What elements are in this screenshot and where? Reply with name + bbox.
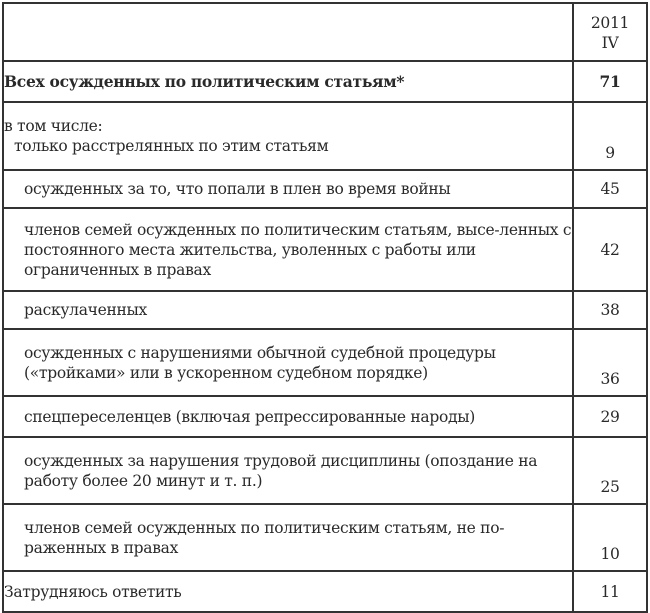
table-row-footer [3,571,647,612]
subgroup-cell [3,102,573,170]
header-period-cell [573,3,647,61]
row-label: членов семей осужденных по политическим статьям, не по-раженных в правах [3,504,573,571]
table-row [3,329,647,396]
table-row-subgroup [3,102,647,170]
row-label: осужденных за нарушения трудовой дисциплины (опоздание на работу более 20 минут и т. п.) [3,437,573,504]
subgroup-heading: в том числе: [4,117,103,135]
row-value: 11 [573,571,647,612]
table-header-row [3,3,647,61]
table-row-total [3,61,647,102]
table-row [3,504,647,571]
row-label: Всех осужденных по политическим статьям* [3,61,573,102]
row-value: 25 [573,437,647,504]
row-value: 71 [573,61,647,102]
row-label: Затрудняюсь ответить [3,571,573,612]
header-label-cell [3,3,573,61]
header-quarter: IV [601,34,619,52]
row-value: 10 [573,504,647,571]
row-label: осужденных с нарушениями обычной судебной процедуры («тройками» или в ускоренном судебном порядке) [3,329,573,396]
row-label: спецпереселенцев (включая репрессированные народы) [3,396,573,437]
row-value: 42 [573,208,647,291]
row-value: 38 [573,291,647,329]
row-value: 29 [573,396,647,437]
row-value: 45 [573,170,647,208]
header-year: 2011 [590,14,630,32]
table-row [3,170,647,208]
table-row [3,437,647,504]
row-label: осужденных за то, что попали в плен во время войны [3,170,573,208]
table-row [3,396,647,437]
table-row [3,208,647,291]
row-label: только расстрелянных по этим статьям [14,137,329,155]
row-value: 9 [573,102,647,170]
table-row [3,291,647,329]
row-label: членов семей осужденных по политическим статьям, высе-ленных с постоянного места жительства, уволенных с работы или ограниченных в правах [3,208,573,291]
survey-results-table [2,2,648,613]
row-value: 36 [573,329,647,396]
row-label: раскулаченных [3,291,573,329]
